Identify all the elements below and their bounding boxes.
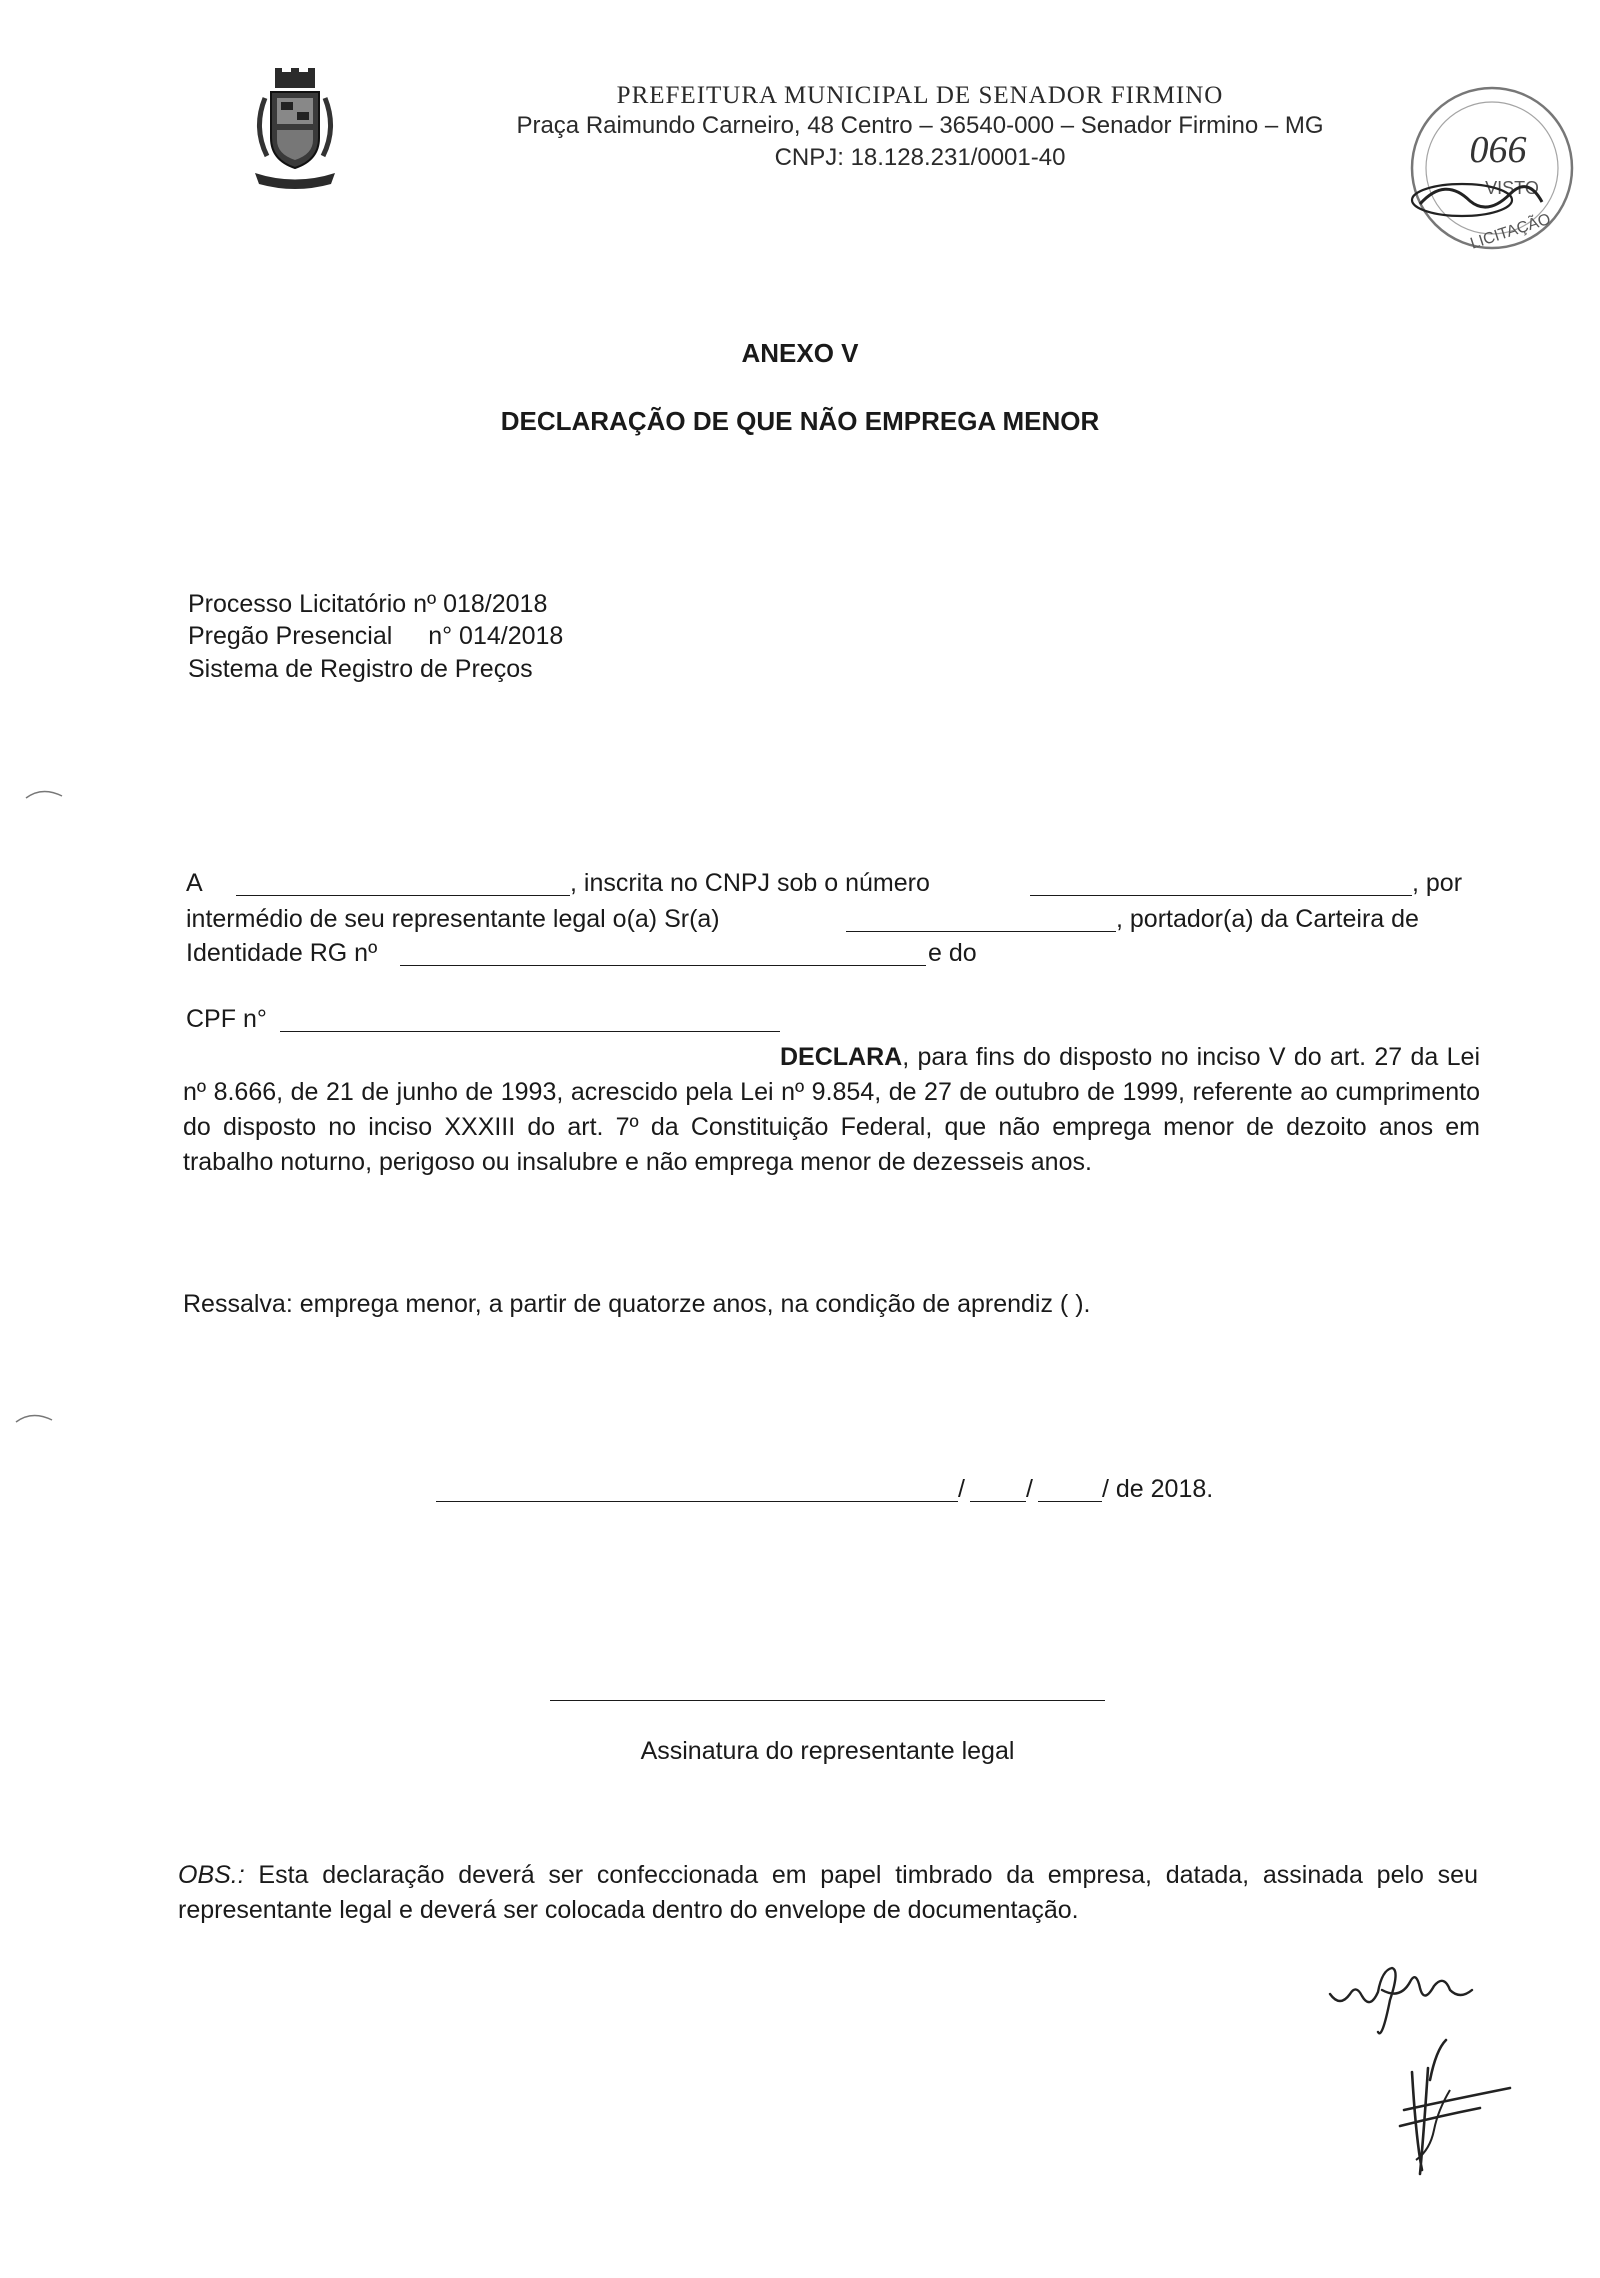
para1-line2 <box>0 905 1600 936</box>
para1-line1 <box>0 869 1600 900</box>
para1-line3 <box>0 939 1600 970</box>
annex-title: ANEXO V <box>741 338 859 368</box>
obs-label: OBS.: <box>178 1861 245 1889</box>
header-address: Praça Raimundo Carneiro, 48 Centro – 36540-000 – Senador Firmino – MG <box>516 112 1324 139</box>
signature-line[interactable] <box>550 1700 1105 1701</box>
obs-text: Esta declaração deverá ser confeccionada em papel timbrado da empresa, datada, assinada pelo seu representante legal e deverá ser colocada dentro do envelope de documentação. <box>178 1861 1478 1924</box>
cnpj-number-field[interactable] <box>1030 895 1412 896</box>
document-title: DECLARAÇÃO DE QUE NÃO EMPREGA MENOR <box>500 406 1100 436</box>
date-year-suffix: / de 2018. <box>1102 1475 1214 1503</box>
scan-mark <box>24 784 64 804</box>
date-slash-1: / <box>958 1475 965 1503</box>
registration-system: Sistema de Registro de Preços <box>188 655 533 683</box>
declaration-text: , para fins do disposto no inciso V do art. 27 da Lei nº 8.666, de 21 de junho de 1993, acrescido pela Lei nº 9.854, de 27 de outubro de 1999, referente ao cumprimento do disposto no inciso XXXIII do art. 7º da Constituição Federal, que não emprega menor de dezoito anos em trabalho noturno, perigoso ou insalubre e não emprega menor de dezesseis anos. <box>183 1043 1480 1176</box>
header-organization: PREFEITURA MUNICIPAL DE SENADOR FIRMINO <box>616 82 1224 109</box>
process-number: Processo Licitatório nº 018/2018 <box>188 590 548 618</box>
municipal-crest-logo <box>245 68 345 193</box>
handwritten-rubric <box>1320 1960 1540 2190</box>
ressalva-text: Ressalva: emprega menor, a partir de quatorze anos, na condição de aprendiz ( ). <box>183 1290 1091 1318</box>
signature-label: Assinatura do representante legal <box>640 1737 1015 1765</box>
date-line <box>0 1475 1600 1506</box>
para1-identidade: Identidade RG nº <box>186 939 378 967</box>
representative-name-field[interactable] <box>846 931 1116 932</box>
month-field[interactable] <box>1038 1501 1102 1502</box>
para2-cpf: CPF n° <box>186 1005 267 1033</box>
stamp-number: 066 <box>1469 129 1527 171</box>
pregao-label: Pregão Presencial <box>188 622 393 650</box>
para1-a: A <box>186 869 203 897</box>
observation-note <box>178 1858 1478 1928</box>
pregao-line <box>188 622 563 651</box>
para1-portador: , portador(a) da Carteira de <box>1116 905 1419 933</box>
declara-word: DECLARA <box>780 1043 903 1071</box>
scan-mark <box>14 1408 54 1428</box>
declaration-paragraph <box>183 1040 1480 1180</box>
pregao-number: n° 014/2018 <box>428 622 564 650</box>
para1-inscrita: , inscrita no CNPJ sob o número <box>570 869 930 897</box>
company-name-field[interactable] <box>236 895 570 896</box>
cpf-number-field[interactable] <box>280 1031 780 1032</box>
header-cnpj: CNPJ: 18.128.231/0001-40 <box>774 144 1066 171</box>
para1-edo: e do <box>928 939 977 967</box>
stamp-licitacao: LICITAÇÃO <box>1468 210 1553 253</box>
para1-intermedio: intermédio de seu representante legal o(a) Sr(a) <box>186 905 720 933</box>
rg-number-field[interactable] <box>400 965 926 966</box>
para1-por: , por <box>1412 869 1463 897</box>
city-field[interactable] <box>436 1501 958 1502</box>
stamp-visto: VISTO <box>1485 178 1539 198</box>
para2-line1 <box>0 1005 1600 1036</box>
date-slash-2: / <box>1026 1475 1033 1503</box>
licitacao-stamp <box>1400 76 1580 256</box>
day-field[interactable] <box>970 1501 1026 1502</box>
